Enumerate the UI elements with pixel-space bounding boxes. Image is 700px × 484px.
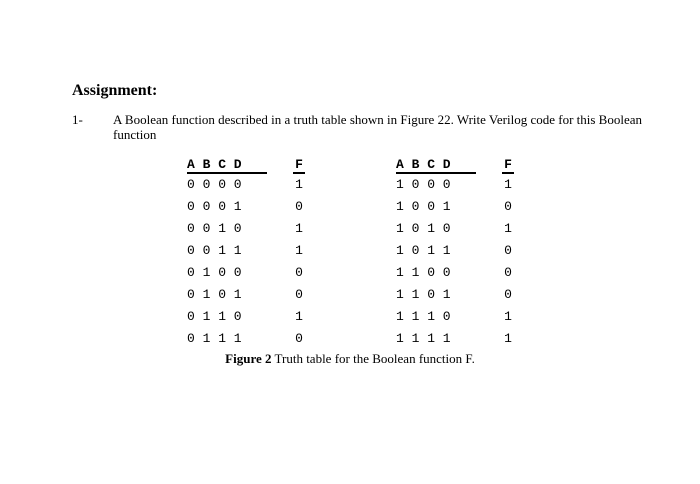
truth-table-header	[396, 157, 514, 174]
output-header: F	[293, 157, 305, 174]
row-output: 1	[295, 221, 303, 236]
table-row	[396, 240, 514, 262]
question-number: 1-	[72, 112, 83, 127]
row-inputs: 0 1 1 0	[187, 309, 242, 324]
table-row	[187, 328, 305, 350]
row-output: 0	[295, 331, 303, 346]
row-output: 1	[295, 243, 303, 258]
row-inputs: 1 1 1 1	[396, 331, 451, 346]
row-output: 0	[295, 287, 303, 302]
table-row	[187, 284, 305, 306]
row-inputs: 1 0 1 0	[396, 221, 451, 236]
row-inputs: 0 0 0 0	[187, 177, 242, 192]
table-row	[396, 218, 514, 240]
row-inputs: 0 1 0 0	[187, 265, 242, 280]
output-header: F	[502, 157, 514, 174]
table-row	[396, 196, 514, 218]
table-row	[187, 218, 305, 240]
truth-table-left	[187, 157, 305, 350]
input-header: A B C D	[187, 157, 267, 174]
row-inputs: 1 1 1 0	[396, 309, 451, 324]
assignment-heading: Assignment:	[72, 82, 158, 99]
truth-table-header	[187, 157, 305, 174]
table-row	[396, 284, 514, 306]
row-inputs: 0 0 1 1	[187, 243, 242, 258]
caption-text: Truth table for the Boolean function F.	[271, 351, 475, 366]
row-output: 0	[295, 199, 303, 214]
row-inputs: 1 0 1 1	[396, 243, 451, 258]
row-output: 1	[504, 331, 512, 346]
table-row	[187, 174, 305, 196]
table-row	[187, 240, 305, 262]
row-output: 1	[504, 309, 512, 324]
row-inputs: 0 0 1 0	[187, 221, 242, 236]
row-output: 1	[504, 177, 512, 192]
question-text: A Boolean function described in a truth table shown in Figure 22. Write Verilog code for this Boolean function	[113, 112, 643, 142]
row-inputs: 1 1 0 0	[396, 265, 451, 280]
input-header: A B C D	[396, 157, 476, 174]
row-inputs: 0 1 0 1	[187, 287, 242, 302]
row-inputs: 1 0 0 1	[396, 199, 451, 214]
row-output: 1	[295, 309, 303, 324]
table-row	[396, 174, 514, 196]
row-output: 0	[504, 199, 512, 214]
row-inputs: 1 1 0 1	[396, 287, 451, 302]
row-output: 1	[295, 177, 303, 192]
table-row	[396, 328, 514, 350]
row-inputs: 0 0 0 1	[187, 199, 242, 214]
figure-caption	[0, 351, 700, 367]
table-row	[187, 306, 305, 328]
table-row	[187, 262, 305, 284]
row-inputs: 0 1 1 1	[187, 331, 242, 346]
row-output: 1	[504, 221, 512, 236]
caption-label: Figure 2	[225, 351, 272, 366]
truth-table-right	[396, 157, 514, 350]
table-row	[396, 262, 514, 284]
row-output: 0	[295, 265, 303, 280]
row-output: 0	[504, 287, 512, 302]
row-inputs: 1 0 0 0	[396, 177, 451, 192]
row-output: 0	[504, 243, 512, 258]
table-row	[187, 196, 305, 218]
table-row	[396, 306, 514, 328]
row-output: 0	[504, 265, 512, 280]
